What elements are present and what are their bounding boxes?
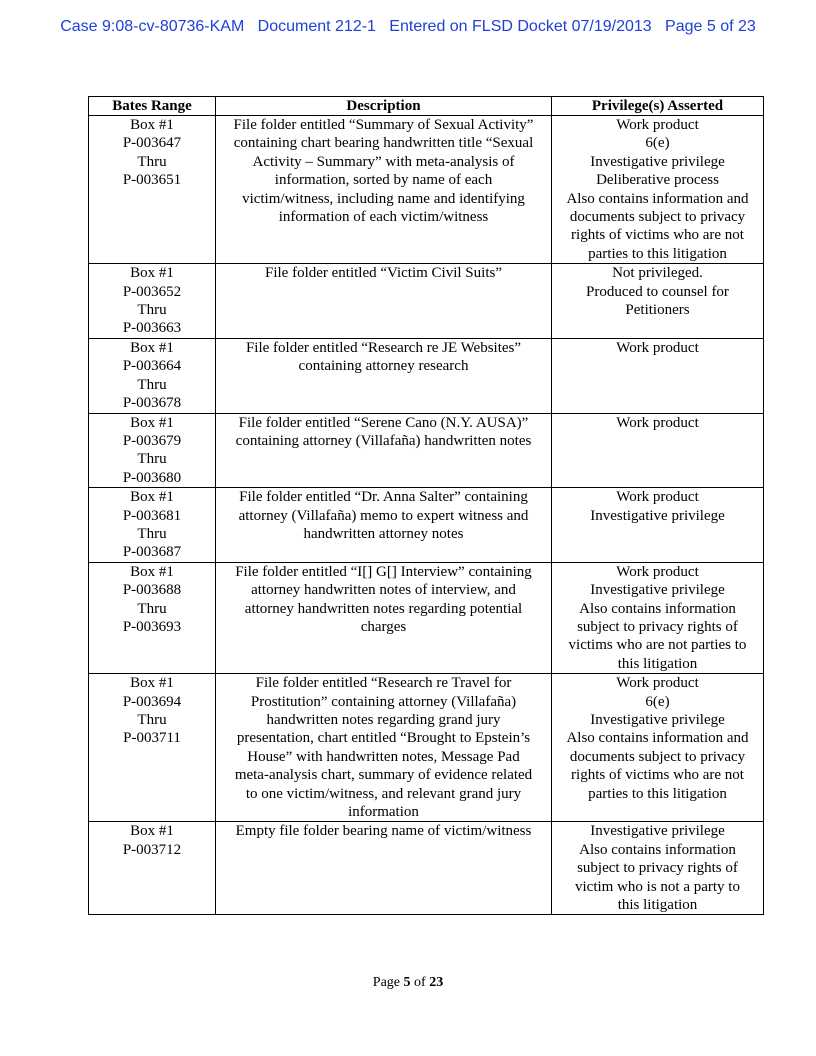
description-cell [216,822,552,915]
privilege-line: Investigative privilege [590,712,725,728]
privilege-line: Investigative privilege [590,153,725,170]
bates-line: P-003664 [122,358,182,375]
description-line: File folder entitled “Serene Cano (N.Y. AUSA)” [238,414,529,431]
description-line: Activity – Summary” with meta-analysis of [252,153,515,170]
bates-line: Thru [137,376,167,393]
privilege-line: victim who is not a party to [575,878,740,895]
privilege-line: subject to privacy rights of [577,618,738,635]
privilege-line: victims who are not parties to [568,637,747,654]
bates-line: Box #1 [130,339,174,356]
description-line: handwritten notes regarding grand jury [266,712,501,728]
description-line: containing attorney (Villafaña) handwritten notes [235,432,532,449]
description-cell [216,264,552,339]
privilege-line: subject to privacy rights of [577,860,738,877]
bates-line: Box #1 [130,414,174,431]
bates-cell [89,674,216,822]
privileges-cell [552,116,764,264]
privilege-line: Work product [616,563,699,580]
footer-page-label: Page [372,975,401,990]
privileges-cell [552,338,764,413]
privilege-line: parties to this litigation [588,245,727,262]
bates-line: Thru [137,153,167,170]
description-line: information, sorted by name of each [274,172,493,189]
privilege-line: Also contains information and [566,190,749,207]
description-line: information [348,804,419,821]
description-line: information of each victim/witness [278,209,489,226]
description-line: File folder entitled “Victim Civil Suits” [265,265,502,282]
docket-header [0,18,816,36]
description-cell [216,338,552,413]
description-cell [216,562,552,673]
description-line: attorney handwritten notes of interview, and [251,582,516,599]
table-row [89,488,764,563]
privileges-cell [552,488,764,563]
privilege-line: Work product [616,675,699,692]
table-row [89,674,764,822]
description-line: House” with handwritten notes, Message Pad [247,748,520,765]
privilege-line: Work product [616,489,699,506]
privilege-line: 6(e) [645,135,670,152]
bates-line: P-003688 [122,582,182,599]
bates-line: P-003687 [122,544,182,561]
bates-cell [89,822,216,915]
description-cell [216,674,552,822]
bates-cell [89,562,216,673]
table-row [89,116,764,264]
column-header-description: Description [216,97,552,116]
privilege-line: Produced to counsel for [586,283,729,300]
table-row [89,562,764,673]
description-line: attorney (Villafaña) memo to expert witness and [238,507,529,524]
privilege-line: Work product [616,414,699,431]
table-row [89,822,764,915]
privilege-line: Work product [616,339,699,356]
description-line: Prostitution” containing attorney (Villafaña) [250,693,517,710]
bates-line: Box #1 [130,563,174,580]
description-line: File folder entitled “I[] G[] Interview” containing [235,563,532,580]
bates-line: P-003651 [122,172,182,189]
bates-line: P-003712 [122,841,182,858]
privileges-cell [552,413,764,488]
header-page-count: Page 5 of 23 [665,18,756,35]
bates-cell [89,488,216,563]
description-line: to one victim/witness, and relevant grand jury [245,785,522,802]
description-line: handwritten attorney notes [303,525,464,542]
description-line: File folder entitled “Dr. Anna Salter” containing [239,489,528,506]
description-cell [216,488,552,563]
description-line: File folder entitled “Summary of Sexual Activity” [233,117,534,133]
bates-line: P-003652 [122,283,182,300]
description-line: Empty file folder bearing name of victim/witness [235,823,532,840]
privilege-line: rights of victims who are not [571,767,744,784]
table-header-row [89,97,764,116]
privilege-line: Deliberative process [596,172,719,189]
bates-line: Thru [137,712,167,728]
bates-line: P-003678 [122,395,182,412]
table-body [89,116,764,915]
privilege-line: this litigation [617,655,698,672]
description-cell [216,413,552,488]
privilege-line: Also contains information [579,600,736,617]
description-line: victim/witness, including name and identifying [242,190,525,207]
description-cell [216,116,552,264]
privilege-line: Petitioners [625,302,690,319]
bates-line: P-003694 [122,693,182,710]
privilege-line: documents subject to privacy [569,209,746,226]
description-line: containing chart bearing handwritten title “Sexual [233,135,534,152]
bates-cell [89,413,216,488]
table-row [89,264,764,339]
privilege-line: Not privileged. [612,265,703,282]
privilege-line: 6(e) [645,693,670,710]
privilege-line: Also contains information and [566,730,749,747]
privileges-cell [552,264,764,339]
bates-line: P-003663 [122,320,182,337]
privilege-line: Work product [616,117,699,133]
description-line: containing attorney research [298,358,469,375]
table-row [89,413,764,488]
bates-line: Box #1 [130,675,174,692]
privilege-line: documents subject to privacy [569,748,746,765]
footer-total-pages: 23 [429,975,444,990]
privileges-cell [552,674,764,822]
bates-line: Thru [137,600,167,617]
bates-line: P-003680 [122,469,182,486]
bates-line: P-003681 [122,507,182,524]
privileges-cell [552,822,764,915]
privilege-line: parties to this litigation [588,785,727,802]
description-line: attorney handwritten notes regarding potential [244,600,523,617]
bates-cell [89,264,216,339]
page-footer [0,975,816,991]
bates-line: P-003679 [122,432,182,449]
bates-line: P-003647 [122,135,182,152]
privilege-log-table [88,96,764,915]
description-line: File folder entitled “Research re JE Websites” [245,339,522,356]
case-number: Case 9:08-cv-80736-KAM [60,18,245,35]
footer-current-page: 5 [403,975,411,990]
table-row [89,338,764,413]
document-number: Document 212-1 [257,18,376,35]
footer-of-label: of [414,975,426,990]
bates-cell [89,116,216,264]
column-header-privileges: Privilege(s) Asserted [552,97,764,116]
bates-line: P-003693 [122,618,182,635]
privilege-line: Investigative privilege [590,507,725,524]
privilege-line: rights of victims who are not [571,227,744,244]
bates-line: P-003711 [123,730,181,747]
bates-line: Box #1 [130,117,174,133]
docket-entry: Entered on FLSD Docket 07/19/2013 [389,18,652,35]
privileges-cell [552,562,764,673]
description-line: File folder entitled “Research re Travel for [255,675,512,692]
description-line: charges [360,618,407,635]
bates-line: Box #1 [130,265,174,282]
privilege-line: Investigative privilege [590,823,725,840]
bates-line: Thru [137,302,167,319]
privilege-line: Investigative privilege [590,582,725,599]
bates-cell [89,338,216,413]
bates-line: Thru [137,451,167,468]
description-line: presentation, chart entitled “Brought to Epstein’s [236,730,531,747]
privilege-line: Also contains information [579,841,736,858]
bates-line: Thru [137,525,167,542]
description-line: meta-analysis chart, summary of evidence related [234,767,533,784]
bates-line: Box #1 [130,823,174,840]
privilege-line: this litigation [617,897,698,914]
column-header-bates: Bates Range [89,97,216,116]
bates-line: Box #1 [130,489,174,506]
